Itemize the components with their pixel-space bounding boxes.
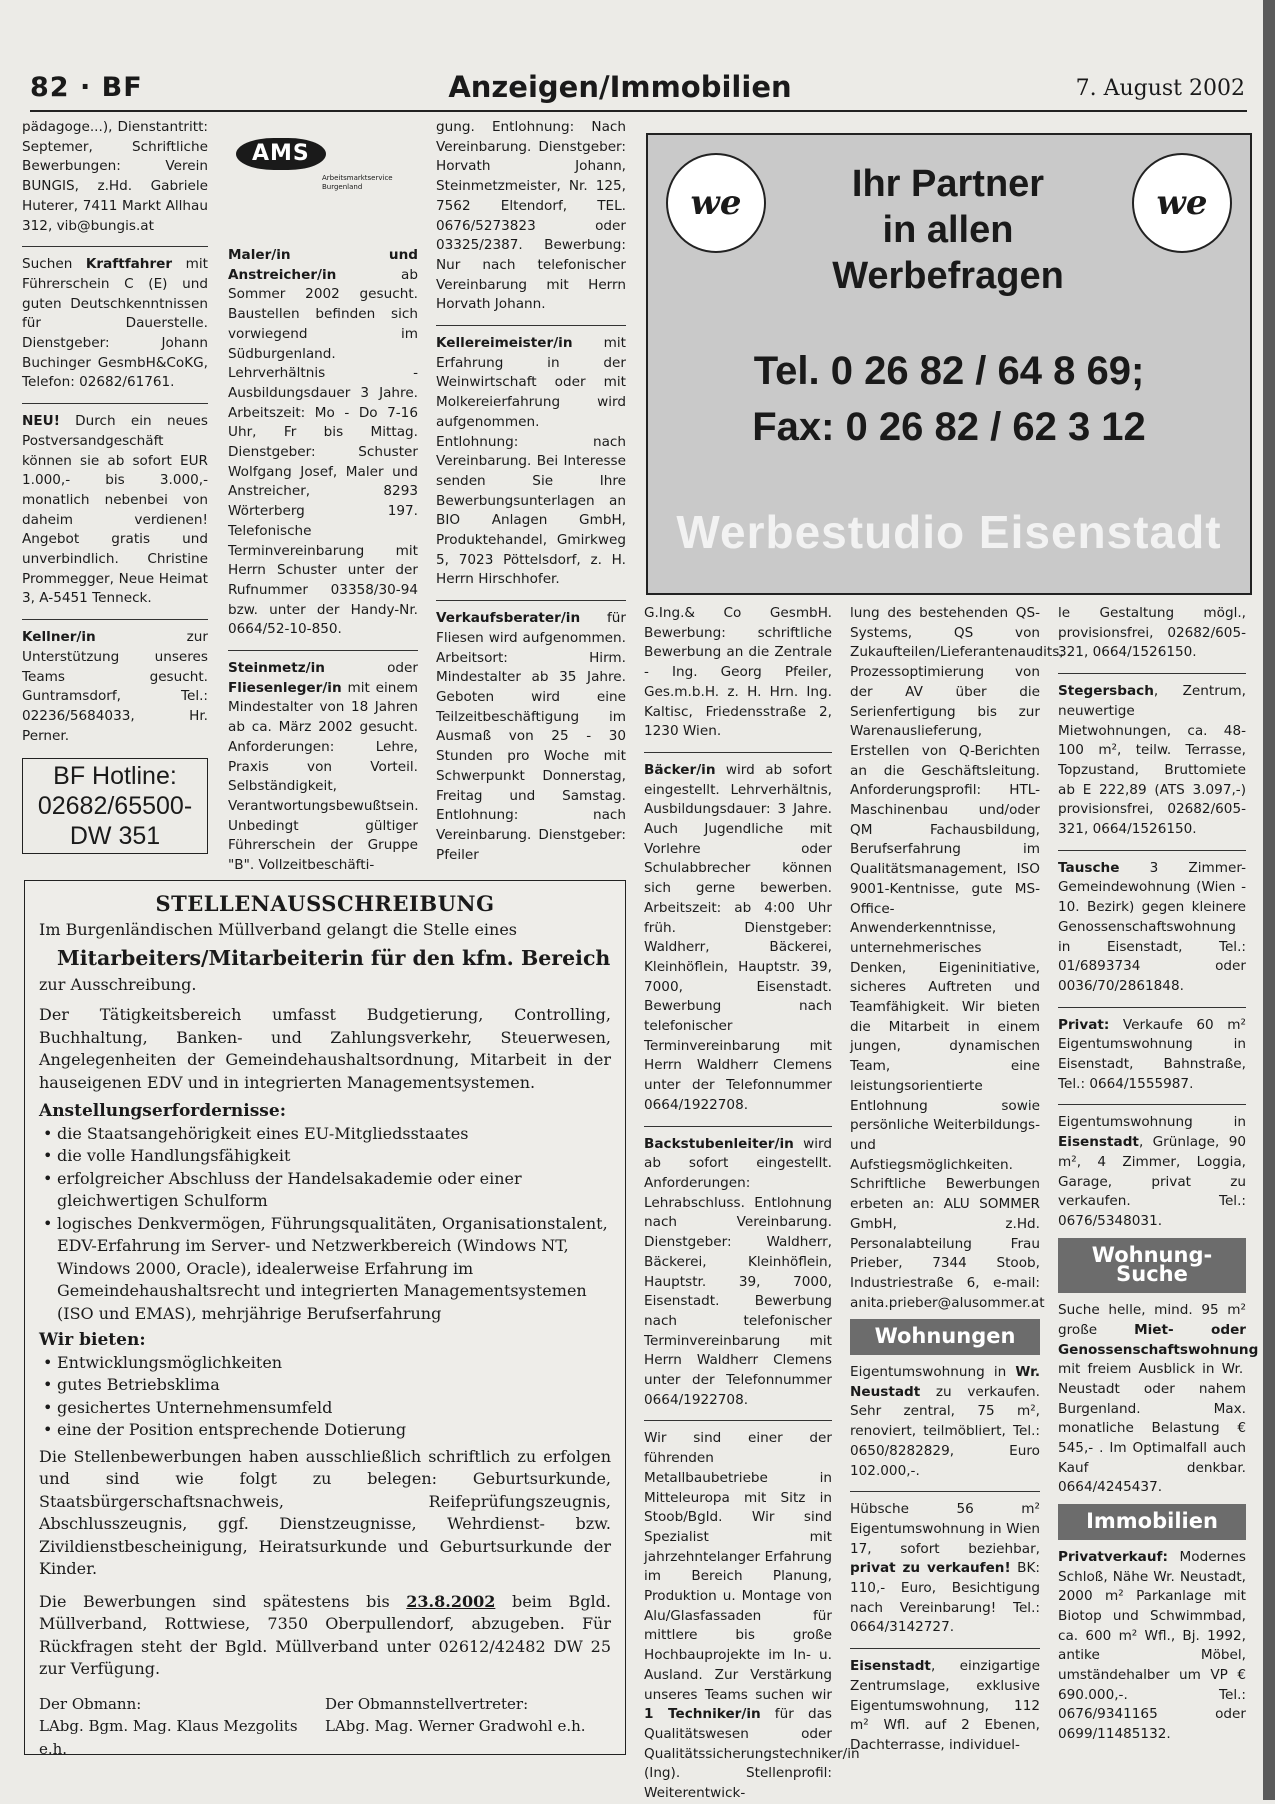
signature-chair — [39, 1693, 325, 1761]
page-section-title: Anzeigen/Immobilien — [448, 70, 792, 104]
logo-text: we — [690, 183, 742, 223]
ad-keyword: Bäcker/in — [644, 761, 716, 778]
classified-ad — [1058, 682, 1246, 840]
section-heading-wohnungen: Wohnungen — [850, 1319, 1040, 1355]
werbestudio-ad — [646, 133, 1252, 595]
classified-ad — [22, 412, 208, 609]
job-ad-zur: zur Ausschreibung. — [39, 974, 197, 994]
classified-ad — [436, 334, 626, 590]
classified-ad — [1058, 1113, 1246, 1231]
requirement-item: • logisches Denkvermögen, Führungsqualitäten, Organisationstalent, EDV-Erfahrung im Server- und Netzwerkbereich (Windows NT, Windows 2000, Oracle), idealerweise Erfahrung im Gemeindehaushaltsrecht und integrierten Managementsystemen (ISO und EMAS), mehrjährige Berufserfahrung — [57, 1213, 611, 1326]
ad-text: BK: 110,- Euro, Besichtigung nach Vereinbarung! Tel.: 0664/3142727. — [850, 1560, 1040, 1636]
hotline-number: 02682/65500- — [37, 792, 193, 821]
job-ad-title: STELLENAUSSCHREIBUNG — [155, 891, 495, 916]
requirements-list — [39, 1123, 611, 1326]
column-2 — [228, 118, 418, 876]
ad-text: Wir sind einer der führenden Metallbaubetriebe in Mitteleuropa mit Sitz in Stoob/Bgld. Wir sind Spezialist mit jahrzehntelanger Erfahrung im Bereich Planung, Produktion u. Montage von Alu/Glasfassaden für mittlere bis große Hochbauprojekte im In- u. Ausland. Zur Verstärkung unseres Teams suchen wir — [644, 1430, 832, 1703]
divider — [22, 403, 208, 404]
divider — [644, 1420, 832, 1421]
offer-item: • Entwicklungsmöglichkeiten — [57, 1352, 611, 1375]
werbe-title-line: Ihr Partner — [851, 163, 1045, 205]
job-position-title: Mitarbeiters/Mitarbeiterin für den kfm. Bereich — [57, 945, 611, 970]
signature-role: Der Obmann: — [39, 1694, 142, 1713]
divider — [850, 1648, 1040, 1649]
classified-ad: gung. Entlohnung: Nach Vereinbarung. Dienstgeber: Horvath Johann, Steinmetzmeister, Nr. 125, 7562 Eltendorf, TEL. 0676/5273823 oder 03325/2387. Bewerbung: Nur nach telefonischer Vereinbarung mit Herrn Horvath Johann. — [436, 119, 626, 313]
ad-text: zu verkaufen. Sehr zentral, 75 m², renoviert, teilmöbliert, Tel.: 0650/8282829, Euro 102.000,-. — [850, 1383, 1040, 1479]
column-6 — [1058, 604, 1259, 1745]
classified-ad — [1058, 1548, 1246, 1745]
ad-keyword: Backstubenleiter/in — [644, 1135, 794, 1152]
classified-ad — [1058, 1016, 1246, 1095]
ad-keyword: privat zu verkaufen! — [850, 1560, 1011, 1577]
ad-text: mit Erfahrung in der Weinwirtschaft oder mit Molkereierfahrung wird aufgenommen. Entlohnung: nach Vereinbarung. Bei Interesse senden Sie Ihre Bewerbungsunterlagen an BIO Anlagen GmbH, Produktehandel, Gmirkweg 5, 7023 Pöttelsdorf, z. H. Herrn Hirschhofer. — [436, 335, 626, 588]
classified-ad: pädagoge...), Dienstantritt: Septemer, Schriftliche Bewerbungen: Verein BUNGIS, z.Hd. Gabriele Huterer, 7411 Markt Allhau 312, vib@bungis.at — [22, 119, 208, 234]
ad-keyword: Privatverkauf: — [1058, 1548, 1168, 1565]
ad-keyword: Kellner/in — [22, 629, 96, 646]
classified-ad: lung des bestehenden QS-Systems, QS von Zukaufteilen/Lieferantenaudits, Prozessoptimierung von der AV über die Serienfertigung bis zur Warenauslieferung, Erstellen von Q-Berichten an die Geschäftsleitung. Anforderungsprofil: HTL-Maschinenbau und/oder QM Fachausbildung, Berufserfahrung im Qualitätsmanagement, ISO 9001-Kentnisse, gute MS-Office-Anwenderkenntnisse, unternehmerisches Denken, Eigeninitiative, sicheres Auftreten und Teamfähigkeit. Wir bieten die Mitarbeit in einem jungen, dynamischen Team, eine leistungsorientierte Entlohnung sowie persönliche Weiterbildungs- und Aufstiegsmöglichkeiten. Schriftliche Bewerbungen erbeten an: ALU SOMMER GmbH, z.Hd. Personalabteilung Frau Prieber, 7344 Stoob, Industriestraße 6, e-mail: anita.prieber@alusommer.at — [850, 605, 1064, 1311]
classified-ad — [644, 1429, 860, 1803]
ad-text: mit Führerschein C (E) und guten Deutschkenntnissen für Dauerstelle. Dienstgeber: Johann Buchinger GesmbH&CoKG, Telefon: 02682/61761. — [22, 256, 208, 391]
ams-logo-mark: AMS — [236, 138, 326, 170]
divider — [1058, 1104, 1246, 1105]
offer-item: • gesichertes Unternehmensumfeld — [57, 1397, 611, 1420]
ad-text: für das Qualitätswesen oder Qualitätssicherungstechniker/in (Ing). Stellenprofil: Weiterentwick- — [644, 1706, 860, 1802]
ad-keyword: Privat: — [1058, 1016, 1110, 1033]
signature-name: LAbg. Mag. Werner Gradwohl e.h. — [325, 1717, 586, 1735]
section-heading-immobilien: Immobilien — [1058, 1504, 1246, 1540]
divider — [22, 619, 208, 620]
ad-text: , Grünlage, 90 m², 4 Zimmer, Loggia, Garage, privat zu verkaufen. Tel.: 0676/5348031. — [1058, 1134, 1246, 1229]
ad-keyword: Eisenstadt — [850, 1658, 931, 1675]
page-number: 82 · BF — [30, 72, 143, 103]
ad-text: mit einem Mindestalter von 18 Jahren ab ca. März 2002 gesucht. Anforderungen: Lehre, Praxis von Vorteil. Selbständigkeit, Verantwortungsbewußtsein. Unbedingt gültiger Führerschein der Gruppe "B". Vollzeitbeschäfti- — [228, 679, 419, 874]
ad-text: 3 Zimmer-Gemeindewohnung (Wien - 10. Bezirk) gegen kleinere Genossenschaftswohnung in Eisenstadt, Tel.: 01/6893734 oder 0036/70/2861848. — [1058, 859, 1246, 994]
column-3 — [436, 118, 626, 865]
classified-ad — [1058, 1301, 1259, 1498]
werbestudio-logo-right — [1132, 153, 1232, 253]
ad-keyword: Stegersbach — [1058, 683, 1154, 700]
header-rule — [30, 110, 1247, 112]
deadline-date: 23.8.2002 — [406, 1591, 496, 1611]
logo-text: we — [1156, 183, 1208, 223]
ad-text: Durch ein neues Postversandgeschäft können sie ab sofort EUR 1.000,- bis 3.000,- monatlich nebenbei von daheim verdienen! Angebot gratis und unverbindlich. Christine Prommegger, Neue Heimat 3, A-5451 Tenneck. — [22, 413, 208, 607]
ad-text: Suche helle, mind. 95 m² große — [1058, 1302, 1246, 1338]
offer-item: • eine der Position entsprechende Dotierung — [57, 1419, 611, 1442]
bf-hotline-box — [22, 758, 208, 854]
offer-item: • gutes Betriebsklima — [57, 1374, 611, 1397]
divider — [850, 1491, 1040, 1492]
divider — [228, 650, 418, 651]
ad-keyword: Maler/in und Anstreicher/in — [228, 247, 418, 283]
ams-logo — [228, 138, 418, 246]
classified-ad: G.Ing.& Co GesmbH. Bewerbung: schriftliche Bewerbung an die Zentrale - Ing. Georg Pfeiler, Ges.m.b.H. z. H. Hrn. Ing. Kaltisc, Friedensstraße 2, 1230 Wien. — [644, 605, 832, 740]
divider — [1058, 850, 1246, 851]
ad-text: , einzigartige Zentrumslage, exklusive Eigentumswohnung, 112 m² Wfl. auf 2 Ebenen, Dachterrasse, individuel- — [850, 1658, 1040, 1753]
werbestudio-logo-left — [666, 153, 766, 253]
classified-ad — [22, 628, 208, 746]
divider — [644, 752, 832, 753]
section-heading-wohnung-suche: Wohnung-Suche — [1058, 1238, 1246, 1293]
ad-keyword: Miet- oder Genossenschaftswohnung — [1058, 1321, 1259, 1358]
ad-text: oder — [324, 660, 418, 677]
classified-ad — [228, 659, 418, 876]
signature-role: Der Obmannstellvertreter: — [325, 1694, 529, 1713]
requirement-item: • erfolgreicher Abschluss der Handelsakademie oder einer gleichwertigen Schulform — [57, 1168, 611, 1213]
divider — [436, 600, 626, 601]
ad-keyword: Fliesenleger/in — [228, 679, 342, 696]
classified-ad — [850, 1363, 1040, 1481]
application-requirements: Die Stellenbewerbungen haben ausschließlich schriftlich zu erfolgen und sind wie folgt zu belegen: Geburtsurkunde, Staatsbürgerschaftsnachweis, Reifeprüfungszeugnis, Abschlusszeugnis, ggf. Dienstzeugnisse, Wehrdienst- bzw. Zivildienstbescheinigung, Heiratsurkunde und Geburtsurkunde der Kinder. — [39, 1446, 611, 1578]
offer-list — [39, 1352, 611, 1442]
page-edge-shadow — [1263, 0, 1275, 1800]
werbe-title-line: in allen — [882, 209, 1014, 251]
ad-text: Eigentumswohnung in — [850, 1364, 1016, 1381]
ad-keyword: 1 Techniker/in — [644, 1706, 761, 1723]
ad-text: Eigentumswohnung in — [1058, 1114, 1246, 1131]
classified-ad — [228, 246, 418, 640]
divider — [436, 325, 626, 326]
ad-text: ab Sommer 2002 gesucht. Baustellen befinden sich vorwiegend im Südburgenland. Lehrverhältnis - Ausbildungsdauer 3 Jahre. Arbeitszeit: Mo - Do 7-16 Uhr, Fr bis Mittag. Dienstgeber: Schuster Wolfgang Josef, Maler und Anstreicher, 8293 Wörterberg 197. Telefonische Terminvereinbarung mit Herrn Schuster unter der Rufnummer 03358/30-94 bzw. unter der Handy-Nr. 0664/52-10-850. — [228, 266, 418, 638]
page-date: 7. August 2002 — [1075, 76, 1245, 101]
column-5 — [850, 604, 1064, 1756]
ad-keyword: Wr. Neustadt — [850, 1364, 1040, 1400]
classified-ad — [22, 255, 208, 393]
ad-keyword: Kellereimeister/in — [436, 335, 573, 352]
ad-text: Modernes Schloß, Nähe Wr. Neustadt, 2000 m² Parkanlage mit Biotop und Schwimmbad, ca. 600 m² Wfl., Bj. 1992, antike Möbel, umständehalber um VP € 690.000,-. Tel.: 0676/9341165 oder 0699/11485132. — [1058, 1548, 1246, 1743]
ad-keyword: Eisenstadt — [1058, 1134, 1139, 1151]
classified-ad — [850, 1657, 1040, 1756]
ad-keyword: Tausche — [1058, 859, 1120, 876]
classified-ad: le Gestaltung mögl., provisionsfrei, 02682/605-321, 0664/1526150. — [1058, 605, 1246, 661]
ad-text: , Zentrum, neuwertige Mietwohnungen, ca. 48-100 m², teilw. Terrasse, Topzustand, Bruttomiete ab E 222,89 (ATS 3.097,-) provisionsfrei, 02682/605-321, 0664/1526150. — [1058, 683, 1246, 838]
signature-deputy — [325, 1693, 611, 1761]
requirements-heading: Anstellungserfordernisse: — [39, 1101, 286, 1121]
column-4 — [644, 604, 860, 1804]
ad-text: Suchen — [22, 256, 86, 273]
hotline-extension: DW 351 — [69, 822, 161, 851]
ad-text: mit freiem Ausblick in Wr. Neustadt oder nahem Burgenland. Max. monatliche Belastung € 545,- . Im Optimalfall auch Kauf denkbar. 0664/4245437. — [1058, 1361, 1246, 1496]
signatures — [39, 1693, 611, 1761]
ams-logo-subtitle: Arbeitsmarktservice Burgenland — [322, 173, 393, 191]
classified-ad — [644, 761, 832, 1116]
divider — [22, 246, 208, 247]
classified-ad — [436, 609, 626, 865]
deadline-text: Die Bewerbungen sind spätestens bis — [39, 1591, 407, 1611]
requirement-item: • die Staatsangehörigkeit eines EU-Mitgliedsstaates — [57, 1123, 611, 1146]
ad-keyword: NEU! — [22, 413, 60, 430]
job-ad-intro: Im Burgenländischen Müllverband gelangt die Stelle eines — [39, 920, 518, 939]
werbe-phone: Tel. 0 26 82 / 64 8 69; — [753, 349, 1145, 393]
offer-heading: Wir bieten: — [39, 1330, 146, 1350]
application-deadline — [39, 1591, 611, 1681]
divider — [1058, 1007, 1246, 1008]
ad-text: Hübsche 56 m² Eigentumswohnung in Wien 17, sofort beziehbar, — [850, 1501, 1040, 1557]
ad-keyword: Steinmetz/in — [228, 660, 325, 677]
ad-text: für Fliesen wird aufgenommen. Arbeitsort: Hirm. Mindestalter ab 35 Jahre. Geboten wird eine Teilzeitbeschäftigung im Ausmaß von 25 - 30 Stunden pro Woche mit Schwerpunkt Donnerstag, Freitag und Samstag. Entlohnung: nach Vereinbarung. Dienstgeber: Pfeiler — [436, 610, 626, 863]
ad-keyword: Verkaufsberater/in — [436, 610, 581, 627]
signature-name: LAbg. Bgm. Mag. Klaus Mezgolits e.h. — [39, 1717, 298, 1758]
ad-keyword: Kraftfahrer — [85, 256, 173, 273]
ad-text: wird ab sofort eingestellt. Anforderungen: Lehrabschluss. Entlohnung nach Vereinbarung. Dienstgeber: Waldherr, Bäckerei, Kleinhöflein, Hauptstr. 39, 7000, Eisenstadt. Bewerbung nach telefonischer Terminvereinbarung mit Herrn Waldherr Clemens unter der Telefonnummer 0664/1922708. — [644, 1135, 832, 1408]
classified-ad — [644, 1135, 832, 1411]
werbe-studio-name: Werbestudio Eisenstadt — [676, 506, 1222, 558]
hotline-label: BF Hotline: — [53, 762, 177, 791]
werbe-contact — [648, 343, 1250, 455]
werbe-title-block — [768, 161, 1128, 299]
divider — [644, 1126, 832, 1127]
divider — [1058, 673, 1246, 674]
ad-text: zur Unterstützung unseres Teams gesucht. Guntramsdorf, Tel.: 02236/5684033, Hr. Perner. — [22, 629, 208, 744]
classified-ad — [1058, 859, 1246, 997]
deadline-text: beim Bgld. Müllverband, Rottwiese, 7350 Oberpullendorf, abzugeben. Für Rückfragen steht der Bgld. Müllverband unter 02612/42482 DW 25 zur Verfügung. — [39, 1591, 611, 1678]
werbe-fax: Fax: 0 26 82 / 62 3 12 — [752, 405, 1146, 449]
ad-text: wird ab sofort eingestellt. Lehrverhältnis, Ausbildungsdauer: 3 Jahre. Auch Jugendliche mit Vorlehre oder Schulabbrecher können sich gerne bewerben. Arbeitszeit: ab 4:00 Uhr früh. Dienstgeber: Waldherr, Bäckerei, Kleinhöflein, Hauptstr. 39, 7000, Eisenstadt. Bewerbung nach telefonischer Terminvereinbarung mit Herrn Waldherr Clemens unter der Telefonnummer 0664/1922708. — [644, 761, 832, 1113]
ad-text: Verkaufe 60 m² Eigentumswohnung in Eisenstadt, Bahnstraße, Tel.: 0664/1555987. — [1058, 1016, 1246, 1092]
stellenausschreibung-box — [24, 880, 626, 1758]
classified-ad — [850, 1500, 1040, 1638]
requirement-item: • die volle Handlungsfähigkeit — [57, 1145, 611, 1168]
werbe-title-line: Werbefragen — [832, 255, 1064, 297]
column-1 — [22, 118, 208, 854]
job-responsibilities: Der Tätigkeitsbereich umfasst Budgetierung, Controlling, Buchhaltung, Banken- und Zahlungsverkehr, Steuerwesen, Angelegenheiten der Gemeindehaushaltsordnung, Mitarbeit in der hauseigenen EDV und in integrierten Managementsystemen. — [39, 1005, 611, 1092]
